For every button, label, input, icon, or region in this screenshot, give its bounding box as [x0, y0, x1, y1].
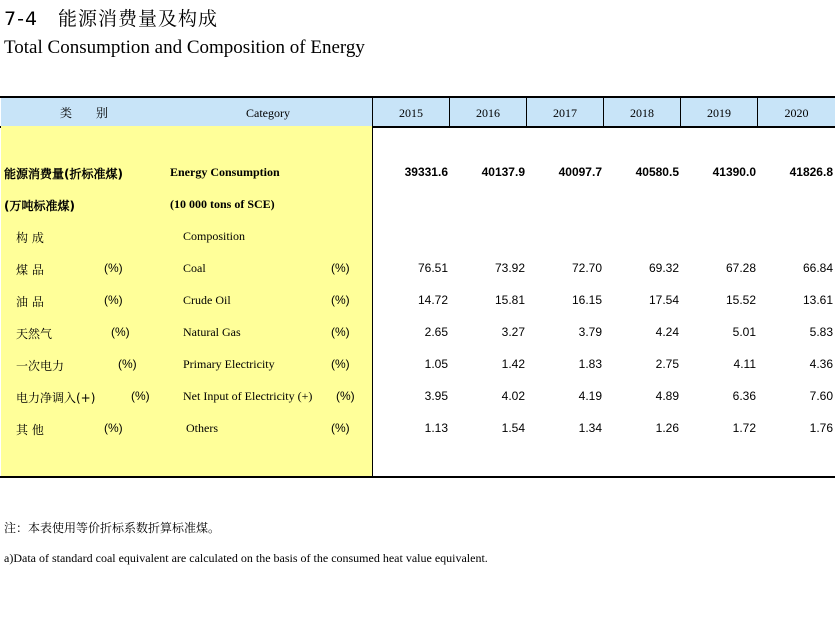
cell-value-2017: 4.19	[578, 389, 602, 403]
cell-value-2016: 73.92	[494, 261, 525, 275]
cell-value-2018: 2.75	[655, 357, 679, 371]
row-label-en: Net Input of Electricity (+)	[183, 389, 313, 403]
cell-value-2015: 39331.6	[404, 165, 448, 179]
page-title-en: Total Consumption and Composition of Energy	[4, 37, 365, 58]
row-unit-cn: (%)	[104, 293, 123, 307]
row-label-en: Crude Oil	[183, 293, 231, 307]
table-row	[0, 357, 835, 377]
cell-value-2015: 1.13	[424, 421, 448, 435]
cell-value-2017: 16.15	[571, 293, 602, 307]
header-year-2018: 2018	[603, 98, 680, 126]
row-label-en: Composition	[183, 229, 246, 243]
table-row	[0, 389, 835, 409]
cell-value-2015: 3.95	[424, 389, 448, 403]
table-bottom-border	[0, 476, 835, 478]
cell-value-2015: 2.65	[424, 325, 448, 339]
table-row	[0, 229, 835, 249]
row-label-en: Others	[186, 421, 218, 435]
row-label-en: Primary Electricity	[183, 357, 275, 371]
cell-value-2018: 4.89	[655, 389, 679, 403]
table-row	[0, 261, 835, 281]
row-label-cn: (万吨标准煤)	[4, 199, 75, 213]
cell-value-2016: 15.81	[494, 293, 525, 307]
row-label-cn: 构 成	[16, 231, 44, 245]
cell-value-2019: 15.52	[725, 293, 756, 307]
cell-value-2020: 7.60	[809, 389, 833, 403]
note-cn: 注：本表使用等价折标系数折算标准煤。	[4, 521, 221, 535]
cell-value-2017: 40097.7	[558, 165, 602, 179]
row-unit-cn: (%)	[104, 421, 123, 435]
header-year-2016: 2016	[449, 98, 526, 126]
cell-value-2020: 41826.8	[789, 165, 833, 179]
table-row	[0, 325, 835, 345]
cell-value-2020: 13.61	[802, 293, 833, 307]
cell-value-2018: 17.54	[648, 293, 679, 307]
row-unit-en: (%)	[331, 325, 350, 339]
cell-value-2019: 6.36	[732, 389, 756, 403]
cell-value-2017: 1.34	[578, 421, 602, 435]
cell-value-2017: 1.83	[578, 357, 602, 371]
row-unit-en: (%)	[336, 389, 355, 403]
table-header	[0, 96, 835, 128]
row-label-en: (10 000 tons of SCE)	[170, 197, 275, 211]
row-label-en: Energy Consumption	[170, 165, 280, 179]
row-label-cn: 煤 品	[16, 263, 44, 277]
header-category-cn: 类 别	[60, 106, 109, 120]
note-en: a)Data of standard coal equivalent are calculated on the basis of the consumed heat value equivalent.	[4, 551, 488, 565]
row-unit-cn: (%)	[111, 325, 130, 339]
row-label-en: Natural Gas	[183, 325, 241, 339]
header-year-2017: 2017	[526, 98, 603, 126]
row-unit-cn: (%)	[104, 261, 123, 275]
row-label-en: Coal	[183, 261, 206, 275]
cell-value-2016: 4.02	[501, 389, 525, 403]
row-unit-cn: (%)	[118, 357, 137, 371]
row-label-cn: 天然气	[16, 327, 53, 341]
cell-value-2018: 69.32	[648, 261, 679, 275]
header-year-2015: 2015	[372, 98, 449, 126]
cell-value-2019: 1.72	[732, 421, 756, 435]
row-label-cn: 其 他	[16, 423, 44, 437]
cell-value-2016: 40137.9	[481, 165, 525, 179]
cell-value-2017: 3.79	[578, 325, 602, 339]
row-unit-en: (%)	[331, 357, 350, 371]
cell-value-2019: 41390.0	[712, 165, 756, 179]
table-row	[0, 165, 835, 185]
row-unit-cn: (%)	[131, 389, 150, 403]
cell-value-2019: 67.28	[725, 261, 756, 275]
row-unit-en: (%)	[331, 421, 350, 435]
cell-value-2017: 72.70	[571, 261, 602, 275]
cell-value-2020: 4.36	[809, 357, 833, 371]
cell-value-2020: 66.84	[802, 261, 833, 275]
cell-value-2020: 1.76	[809, 421, 833, 435]
row-label-cn: 能源消费量(折标准煤)	[4, 167, 123, 181]
header-category-cell	[1, 98, 373, 126]
row-label-cn: 油 品	[16, 295, 44, 309]
cell-value-2016: 1.42	[501, 357, 525, 371]
row-unit-en: (%)	[331, 293, 350, 307]
cell-value-2016: 3.27	[501, 325, 525, 339]
cell-value-2015: 76.51	[417, 261, 448, 275]
cell-value-2016: 1.54	[501, 421, 525, 435]
table-row	[0, 421, 835, 441]
row-unit-en: (%)	[331, 261, 350, 275]
cell-value-2015: 1.05	[424, 357, 448, 371]
cell-value-2019: 5.01	[732, 325, 756, 339]
cell-value-2019: 4.11	[733, 357, 756, 371]
cell-value-2015: 14.72	[417, 293, 448, 307]
header-category-en: Category	[246, 106, 290, 120]
header-year-2020: 2020	[757, 98, 835, 126]
cell-value-2018: 4.24	[655, 325, 679, 339]
cell-value-2018: 1.26	[655, 421, 679, 435]
table-row	[0, 293, 835, 313]
header-year-2019: 2019	[680, 98, 757, 126]
row-label-cn: 电力净调入(+)	[16, 391, 96, 405]
table-row	[0, 197, 835, 217]
cell-value-2018: 40580.5	[635, 165, 679, 179]
page-title-cn: 7-4 能源消费量及构成	[4, 8, 219, 30]
energy-table	[0, 96, 835, 478]
cell-value-2020: 5.83	[809, 325, 833, 339]
row-label-cn: 一次电力	[16, 359, 65, 373]
